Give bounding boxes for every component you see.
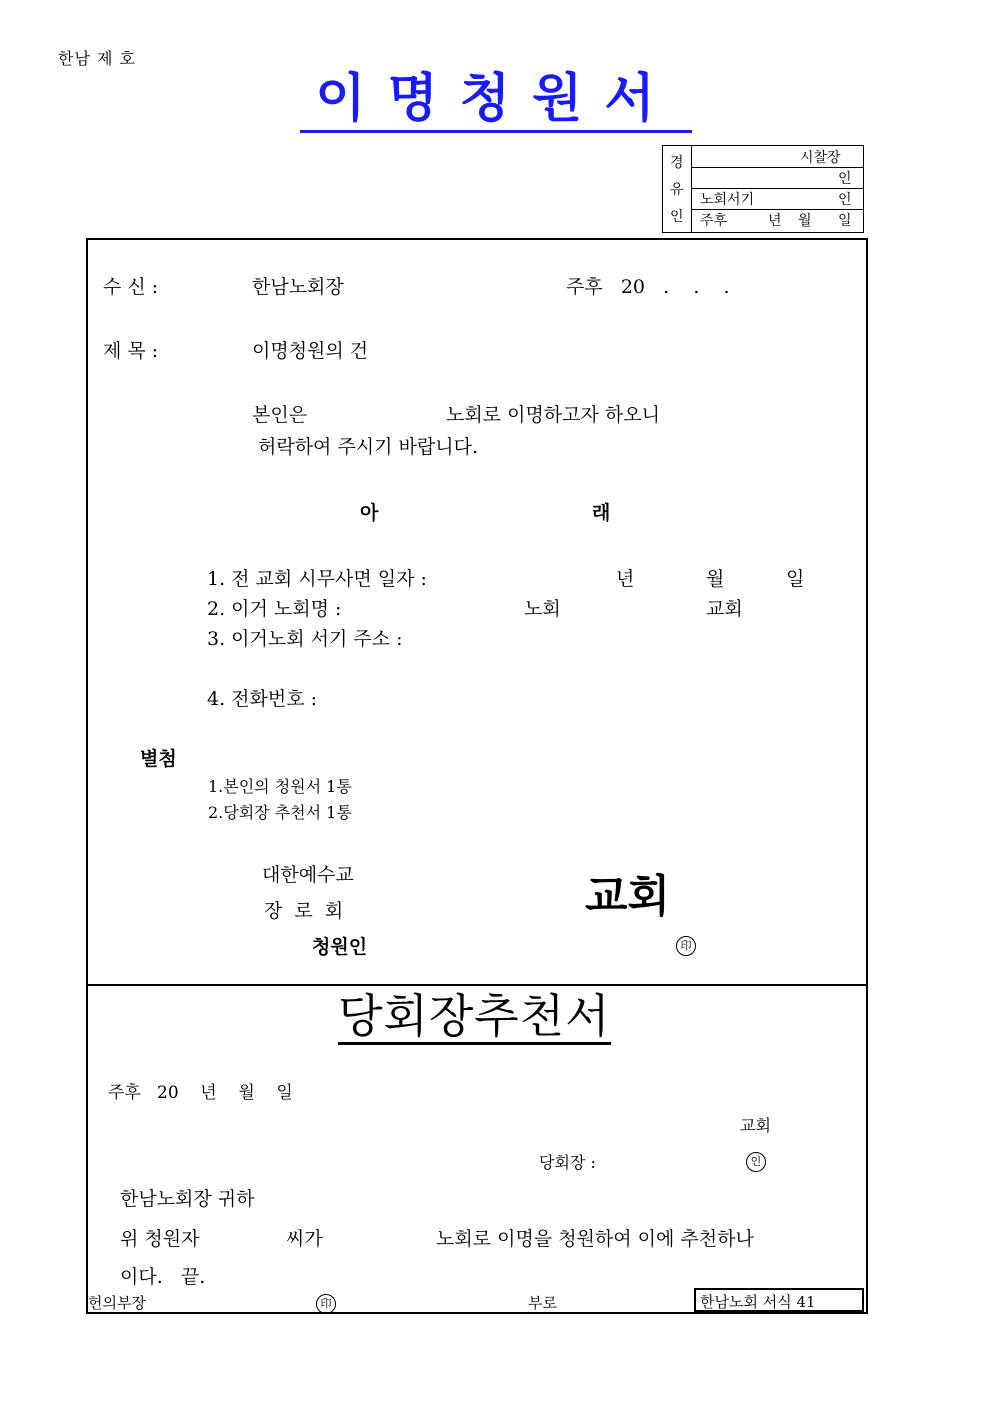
dept-head-label: 헌의부장 [88, 1294, 146, 1312]
body-text-1b: 노회로 이명하고자 하오니 [446, 404, 660, 426]
recommendation-date: 주후 20 년 월 일 [108, 1083, 293, 1103]
recipient-value: 한남노회장 [252, 276, 344, 298]
seal-mark: 印 [316, 1294, 336, 1314]
seal-mark: 印 [676, 936, 696, 956]
attachment-2: 2.당회장 추천서 1통 [208, 803, 352, 822]
below-heading-b: 래 [592, 502, 611, 524]
attachment-1: 1.본인의 청원서 1통 [208, 777, 352, 796]
addressee: 한남노회장 귀하 [120, 1188, 255, 1210]
item-1-label: 1. 전 교회 시무사면 일자 : [207, 568, 427, 590]
item-1-year: 년 [616, 568, 635, 590]
recommendation-title: 당회장추천서 [338, 989, 611, 1043]
item-2-label: 2. 이거 노회명 : [207, 598, 342, 620]
subject-value: 이명청원의 건 [252, 340, 369, 362]
body-text-2: 허락하여 주시기 바랍니다. [258, 436, 479, 458]
document-number: 한남 제 호 [58, 49, 136, 68]
petitioner-label: 청원인 [312, 936, 368, 958]
routing-box [662, 145, 864, 233]
routing-row-inspector [692, 146, 863, 168]
assembly: 장 로 회 [264, 900, 344, 922]
clerk-label: 노회서기 [700, 192, 755, 208]
routing-year: 년 [768, 213, 782, 229]
recommendation-text-a: 위 청원자 [120, 1228, 200, 1250]
below-heading-a: 아 [360, 502, 379, 524]
subject-label: 제 목 : [103, 340, 159, 362]
item-1-month: 월 [706, 568, 725, 590]
recipient-label: 수 신 : [103, 276, 159, 298]
item-2-presbytery: 노회 [524, 598, 561, 620]
dept-head-seal-icon [316, 1292, 336, 1314]
item-3-label: 3. 이거노회 서기 주소 : [207, 628, 403, 650]
inspector-label: 시찰장 [800, 150, 841, 166]
moderator-seal-icon [746, 1150, 766, 1172]
item-4-label: 4. 전화번호 : [207, 688, 318, 710]
recommendation-text-end: 이다. 끝. [120, 1266, 206, 1288]
item-2-church: 교회 [706, 598, 743, 620]
form-number: 한남노회 서식 41 [694, 1288, 864, 1312]
body-text-1a: 본인은 [252, 404, 308, 426]
routing-day: 일 [838, 213, 852, 229]
routing-date-label: 주후 [700, 213, 728, 229]
page-title: 이명청원서 [300, 68, 692, 133]
recommendation-church: 교회 [740, 1116, 771, 1135]
clerk-seal-label: 인 [838, 192, 852, 208]
routing-row-date [692, 209, 863, 230]
attachment-heading: 별첨 [140, 748, 177, 770]
seal-mark: 인 [746, 1152, 766, 1172]
petitioner-seal-icon [676, 934, 696, 956]
petition-date: 주후 20 . . . [566, 276, 730, 298]
church-label: 교회 [585, 871, 671, 922]
routing-side-char: 인 [670, 209, 684, 225]
routing-row-clerk [692, 188, 863, 210]
recommendation-text-b: 씨가 [286, 1228, 323, 1250]
inspector-seal-label: 인 [838, 171, 852, 187]
moderator-label: 당회장 : [539, 1153, 596, 1172]
section-divider [86, 984, 866, 986]
item-1-day: 일 [786, 568, 805, 590]
routing-side-label [663, 146, 692, 232]
routing-side-char: 경 [670, 155, 684, 171]
routing-row-seal [692, 167, 863, 189]
recommendation-text-c: 노회로 이명을 청원하여 이에 추천하나 [436, 1228, 754, 1250]
vote-label: 부로 [528, 1294, 557, 1312]
routing-month: 월 [798, 213, 812, 229]
routing-side-char: 유 [670, 182, 684, 198]
denomination: 대한예수교 [262, 864, 354, 886]
